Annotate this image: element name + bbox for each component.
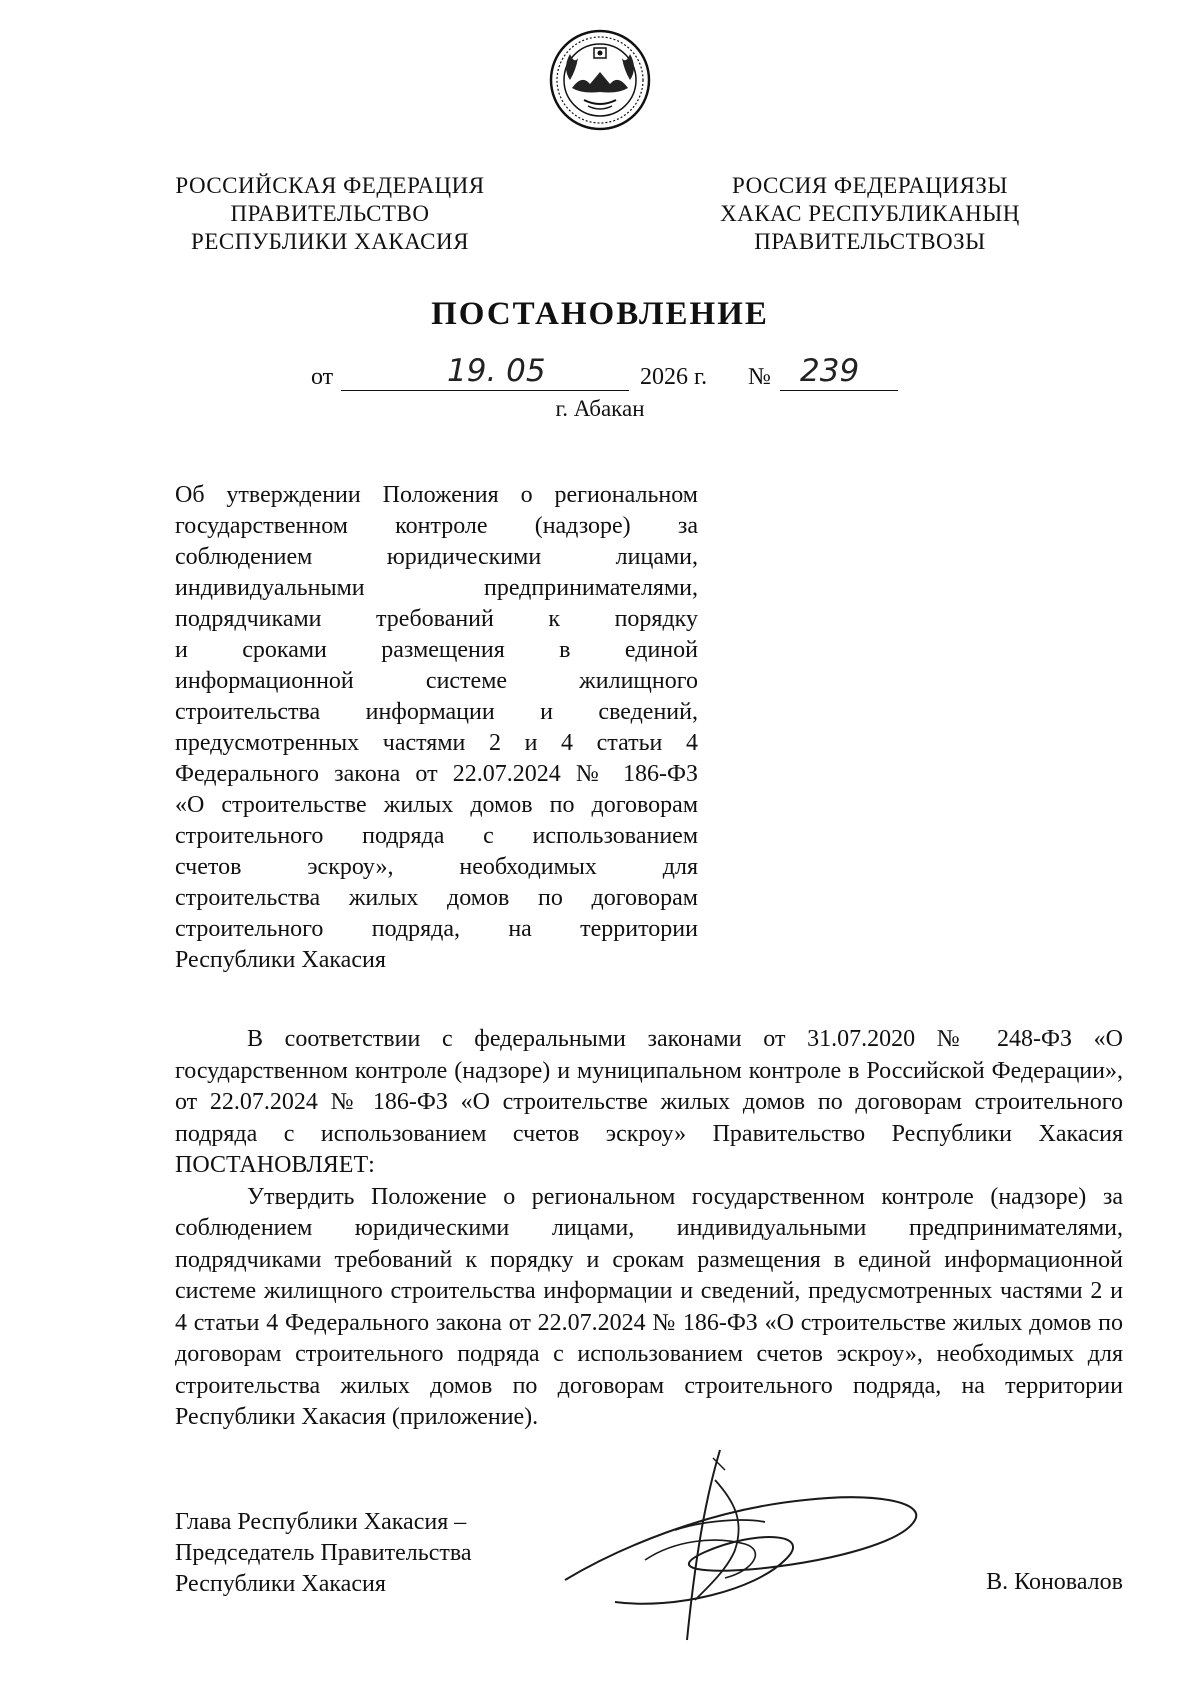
header-left-line: ПРАВИТЕЛЬСТВО bbox=[230, 201, 430, 226]
subject-line: индивидуальными предпринимателями, bbox=[175, 575, 698, 601]
subject-line: информационной системе жилищного bbox=[175, 668, 698, 694]
subject-line: строительства жилых домов по договорам bbox=[175, 885, 698, 911]
year-label: 2026 г. bbox=[640, 364, 708, 390]
subject-line: соблюдением юридическими лицами, bbox=[175, 544, 698, 570]
signatory-position bbox=[175, 1507, 472, 1600]
header-right-line: ХАКАС РЕСПУБЛИКАНЫҢ bbox=[720, 201, 1020, 226]
header-right-line: ПРАВИТЕЛЬСТВОЗЫ bbox=[754, 229, 986, 254]
subject-line: строительного подряда, на территории bbox=[175, 916, 698, 942]
document-type-title: ПОСТАНОВЛЕНИЕ bbox=[431, 296, 769, 332]
body-paragraph-resolution: Утвердить Положение о региональном государственном контроле (надзоре) за соблюдением юридическими лицами, индивидуальными предпринимателями, подрядчиками требований к порядку и срокам размещения в единой информационной системе жилищного строительства информации и сведений, предусмотренных частями 2 и 4 статьи 4 Федерального закона от 22.07.2024 № 186-ФЗ «О строительстве жилых домов по договорам строительного подряда с использованием счетов эскроу», необходимых для строительства жилых домов по договорам строительного подряда, на территории Республики Хакасия (приложение). bbox=[175, 1183, 1123, 1430]
subject-line: предусмотренных частями 2 и 4 статьи 4 bbox=[175, 730, 698, 756]
subject-line: строительного подряда с использованием bbox=[175, 823, 698, 849]
subject-line: государственном контроле (надзоре) за bbox=[175, 513, 698, 539]
subject-line: строительства информации и сведений, bbox=[175, 699, 698, 725]
document-body bbox=[175, 1024, 1123, 1434]
subject-line: и сроками размещения в единой bbox=[175, 637, 698, 663]
signatory-position-line: Республики Хакасия bbox=[175, 1571, 386, 1597]
handwritten-number: 239 bbox=[800, 353, 860, 389]
date-prefix: от bbox=[311, 364, 334, 390]
signatory-position-line: Председатель Правительства bbox=[175, 1540, 472, 1566]
header-left-line: РЕСПУБЛИКИ ХАКАСИЯ bbox=[191, 229, 469, 254]
header-right-khakas bbox=[690, 172, 1050, 256]
number-sign: № bbox=[748, 364, 771, 390]
coat-of-arms-emblem bbox=[548, 28, 652, 132]
header-left-russian bbox=[150, 172, 510, 256]
subject-line: подрядчиками требований к порядку bbox=[175, 606, 698, 632]
city-label: г. Абакан bbox=[555, 396, 645, 421]
subject-line: «О строительстве жилых домов по договорам bbox=[175, 792, 698, 818]
document-subject bbox=[175, 480, 698, 976]
header-right-line: РОССИЯ ФЕДЕРАЦИЯЗЫ bbox=[732, 173, 1008, 198]
handwritten-date: 19. 05 bbox=[447, 353, 546, 389]
subject-line: Об утверждении Положения о региональном bbox=[175, 482, 698, 508]
subject-line: Федерального закона от 22.07.2024 № 186-ФЗ bbox=[175, 761, 698, 787]
subject-line: Республики Хакасия bbox=[175, 947, 386, 973]
handwritten-signature bbox=[555, 1440, 935, 1670]
signatory-name: В. Коновалов bbox=[986, 1569, 1123, 1595]
body-paragraph-preamble: В соответствии с федеральными законами от 31.07.2020 № 248-ФЗ «О государственном контроле (надзоре) и муниципальном контроле в Российской Федерации», от 22.07.2024 № 186-ФЗ «О строительстве жилых домов по договорам строительного подряда с использованием счетов эскроу» Правительство Республики Хакасия ПОСТАНОВЛЯЕТ: bbox=[175, 1026, 1123, 1178]
subject-line: счетов эскроу», необходимых для bbox=[175, 854, 698, 880]
header-left-line: РОССИЙСКАЯ ФЕДЕРАЦИЯ bbox=[175, 173, 485, 198]
signatory-position-line: Глава Республики Хакасия – bbox=[175, 1509, 467, 1535]
